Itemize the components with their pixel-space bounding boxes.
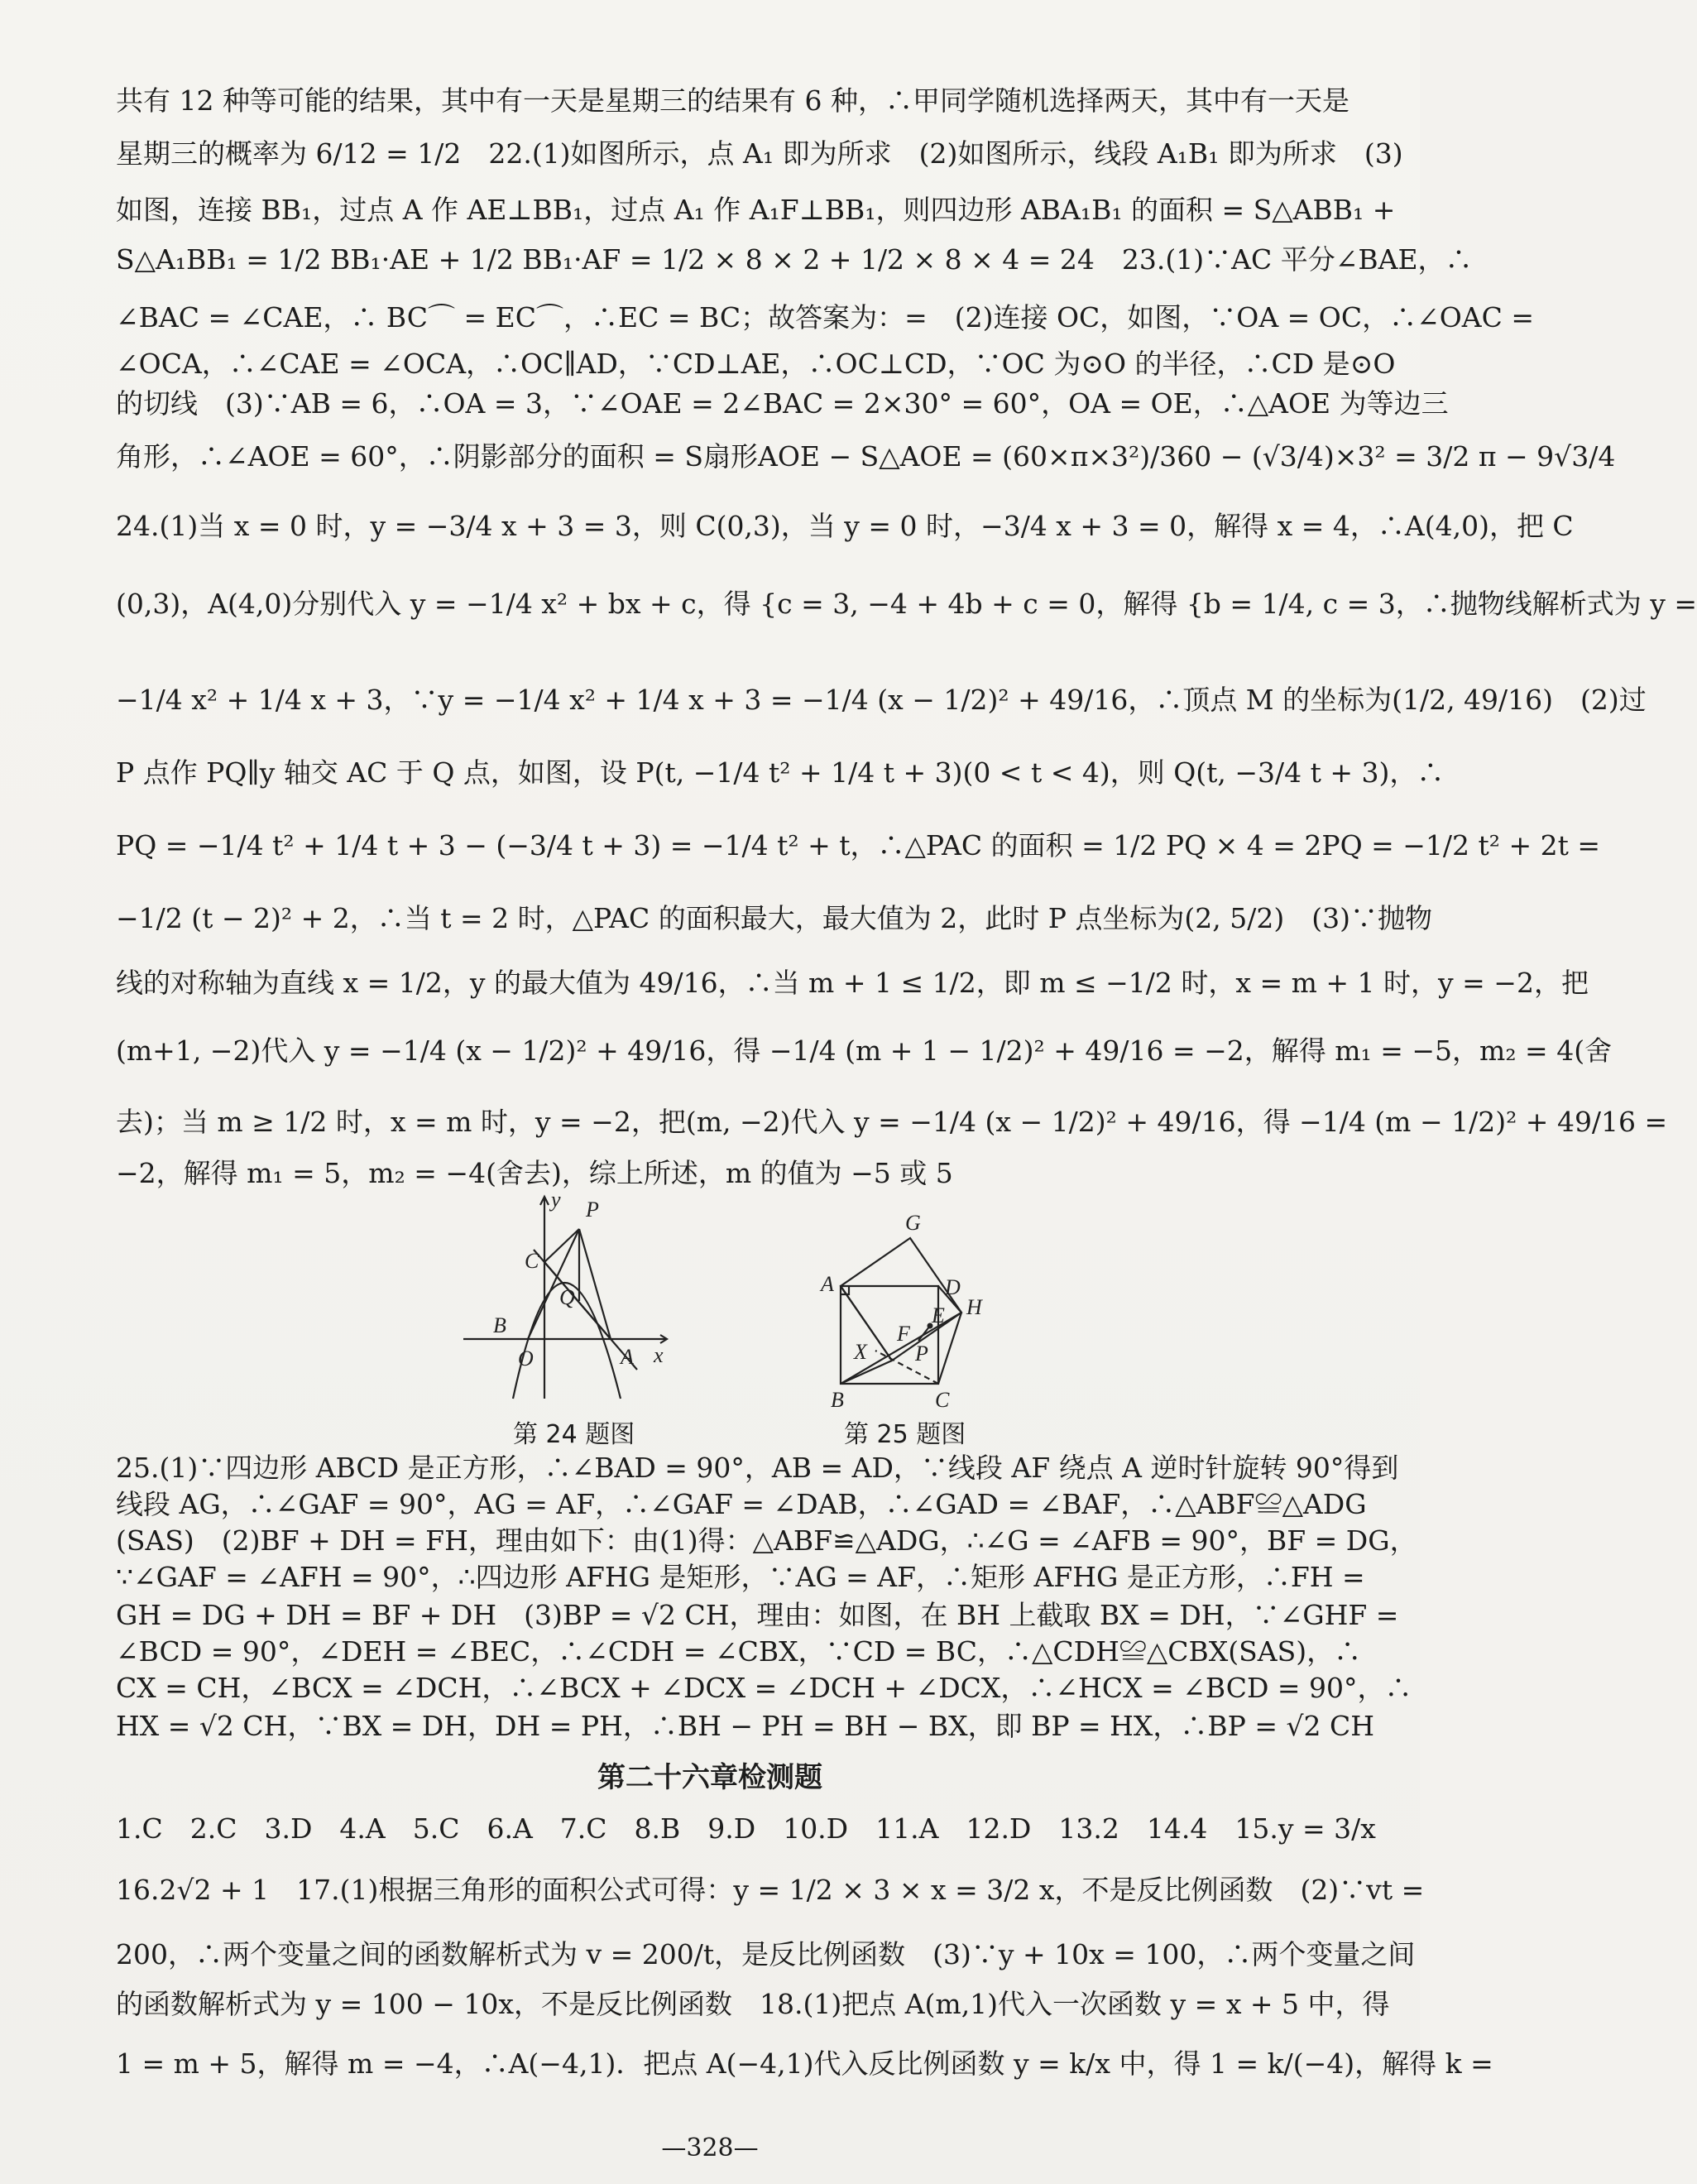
text-line: ∵∠GAF = ∠AFH = 90°，∴四边形 AFHG 是矩形，∵AG = AF，∴矩形 AFHG 是正方形，∴FH =	[116, 1561, 1365, 1593]
figure-25-caption: 第 25 题图	[844, 1420, 966, 1449]
text-line: PQ = −1/4 t² + 1/4 t + 3 − (−3/4 t + 3) = −1/4 t² + t，∴△PAC 的面积 = 1/2 PQ × 4 = 2PQ = −1/2 t² + 2t =	[116, 829, 1601, 862]
label-o: O	[518, 1346, 534, 1370]
label-d: D	[945, 1275, 961, 1299]
text-line: HX = √2 CH，∵BX = DH，DH = PH，∴BH − PH = BH − BX，即 BP = HX，∴BP = √2 CH	[116, 1710, 1375, 1742]
text-line: 角形，∴∠AOE = 60°，∴阴影部分的面积 = S扇形AOE − S△AOE = (60×π×3²)/360 − (√3/4)×3² = 3/2 π − 9√3/4	[116, 440, 1616, 473]
text-line: ∠BCD = 90°，∠DEH = ∠BEC，∴∠CDH = ∠CBX，∵CD = BC，∴△CDH≌△CBX(SAS)，∴	[116, 1635, 1362, 1668]
text-line: ∠OCA，∴∠CAE = ∠OCA，∴OC∥AD，∵CD⊥AE，∴OC⊥CD，∵OC 为⊙O 的半径，∴CD 是⊙O	[116, 348, 1396, 380]
label-x: X	[854, 1340, 867, 1364]
segment-cx	[875, 1351, 938, 1384]
text-line: −2，解得 m₁ = 5，m₂ = −4(舍去)，综上所述，m 的值为 −5 或 5	[116, 1157, 953, 1189]
text-line: 24.(1)当 x = 0 时，y = −3/4 x + 3 = 3，则 C(0,3)，当 y = 0 时，−3/4 x + 3 = 0，解得 x = 4，∴A(4,0)，把 C	[116, 510, 1574, 542]
text-line: 1 = m + 5，解得 m = −4，∴A(−4,1)．把点 A(−4,1)代入反比例函数 y = k/x 中，得 1 = k/(−4)，解得 k =	[116, 2047, 1493, 2080]
label-f: F	[897, 1322, 910, 1346]
segment-pa	[579, 1229, 611, 1339]
label-c: C	[935, 1388, 950, 1412]
text-line: (m+1, −2)代入 y = −1/4 (x − 1/2)² + 49/16，得 −1/4 (m + 1 − 1/2)² + 49/16 = −2，解得 m₁ = −5，m₂ = 4(舍	[116, 1034, 1613, 1067]
text-line: 200，∴两个变量之间的函数解析式为 v = 200/t，是反比例函数 (3)∵y + 10x = 100，∴两个变量之间	[116, 1938, 1416, 1970]
text-line: 1.C 2.C 3.D 4.A 5.C 6.A 7.C 8.B 9.D 10.D 11.A 12.D 13.2 14.4 15.y = 3/x	[116, 1812, 1376, 1845]
text-line: GH = DG + DH = BF + DH (3)BP = √2 CH，理由：如图，在 BH 上截取 BX = DH，∵∠GHF =	[116, 1599, 1399, 1631]
label-y: y	[551, 1188, 561, 1212]
figure-24-caption: 第 24 题图	[513, 1420, 635, 1449]
label-b: B	[493, 1313, 506, 1337]
label-q: Q	[559, 1285, 575, 1309]
text-line: ∠BAC = ∠CAE，∴ BC⌒ = EC⌒，∴EC = BC；故答案为：= (2)连接 OC，如图，∵OA = OC，∴∠OAC =	[116, 301, 1535, 334]
label-h: H	[966, 1295, 982, 1319]
text-line: 16.2√2 + 1 17.(1)根据三角形的面积公式可得：y = 1/2 × 3 × x = 3/2 x，不是反比例函数 (2)∵vt =	[116, 1874, 1425, 1906]
segment-bf	[841, 1361, 892, 1384]
text-line: (0,3)，A(4,0)分别代入 y = −1/4 x² + bx + c，得 {c = 3, −4 + 4b + c = 0，解得 {b = 1/4, c = 3，∴抛物线解析式为 y =	[116, 588, 1697, 620]
text-line: CX = CH，∠BCX = ∠DCH，∴∠BCX + ∠DCX = ∠DCH + ∠DCX，∴∠HCX = ∠BCD = 90°，∴	[116, 1672, 1412, 1704]
figure-24	[463, 1188, 678, 1407]
text-line: 如图，连接 BB₁，过点 A 作 AE⊥BB₁，过点 A₁ 作 A₁F⊥BB₁，则四边形 ABA₁B₁ 的面积 = S△ABB₁ +	[116, 194, 1396, 226]
label-a: A	[621, 1345, 634, 1369]
label-x: x	[654, 1343, 664, 1367]
label-p: P	[586, 1198, 599, 1222]
label-g: G	[905, 1211, 921, 1235]
text-line: P 点作 PQ∥y 轴交 AC 于 Q 点，如图，设 P(t, −1/4 t² + 1/4 t + 3)(0 < t < 4)，则 Q(t, −3/4 t + 3)，∴	[116, 756, 1445, 789]
section-title: 第二十六章检测题	[597, 1761, 822, 1794]
text-line: 的切线 (3)∵AB = 6，∴OA = 3，∵∠OAE = 2∠BAC = 2×30° = 60°，OA = OE，∴△AOE 为等边三	[116, 387, 1449, 420]
text-line: (SAS) (2)BF + DH = FH，理由如下：由(1)得：△ABF≌△ADG，∴∠G = ∠AFB = 90°，BF = DG，	[116, 1524, 1417, 1557]
label-c: C	[525, 1249, 539, 1273]
page-number: —328—	[661, 2134, 759, 2162]
label-a: A	[821, 1272, 834, 1296]
text-line: 的函数解析式为 y = 100 − 10x，不是反比例函数 18.(1)把点 A(m,1)代入一次函数 y = x + 5 中，得	[116, 1988, 1390, 2020]
text-line: 线的对称轴为直线 x = 1/2，y 的最大值为 49/16，∴当 m + 1 ≤ 1/2，即 m ≤ −1/2 时，x = m + 1 时，y = −2，把	[116, 967, 1589, 999]
text-line: −1/2 (t − 2)² + 2，∴当 t = 2 时，△PAC 的面积最大，最大值为 2，此时 P 点坐标为(2, 5/2) (3)∵抛物	[116, 902, 1432, 934]
text-line: S△A₁BB₁ = 1/2 BB₁·AE + 1/2 BB₁·AF = 1/2 × 8 × 2 + 1/2 × 8 × 4 = 24 23.(1)∵AC 平分∠BAE，∴	[116, 243, 1473, 276]
text-line: 线段 AG，∴∠GAF = 90°，AG = AF，∴∠GAF = ∠DAB，∴∠GAD = ∠BAF，∴△ABF≌△ADG	[116, 1488, 1367, 1520]
text-line: 共有 12 种等可能的结果，其中有一天是星期三的结果有 6 种，∴甲同学随机选择两天，其中有一天是	[116, 84, 1349, 117]
figure-25	[819, 1208, 1001, 1415]
text-line: 去)；当 m ≥ 1/2 时，x = m 时，y = −2，把(m, −2)代入 y = −1/4 (x − 1/2)² + 49/16，得 −1/4 (m − 1/2)² + 49/16 =	[116, 1106, 1668, 1138]
segment-pc	[544, 1229, 579, 1262]
label-p: P	[915, 1342, 928, 1366]
text-line: 星期三的概率为 6/12 = 1/2 22.(1)如图所示，点 A₁ 即为所求 (2)如图所示，线段 A₁B₁ 即为所求 (3)	[116, 137, 1403, 170]
label-b: B	[831, 1388, 844, 1412]
label-e: E	[932, 1303, 945, 1327]
text-line: −1/4 x² + 1/4 x + 3，∵y = −1/4 x² + 1/4 x + 3 = −1/4 (x − 1/2)² + 49/16，∴顶点 M 的坐标为(1/2, 49/16) (2)过	[116, 684, 1647, 716]
text-line: 25.(1)∵四边形 ABCD 是正方形，∴∠BAD = 90°，AB = AD，∵线段 AF 绕点 A 逆时针旋转 90°得到	[116, 1452, 1399, 1484]
